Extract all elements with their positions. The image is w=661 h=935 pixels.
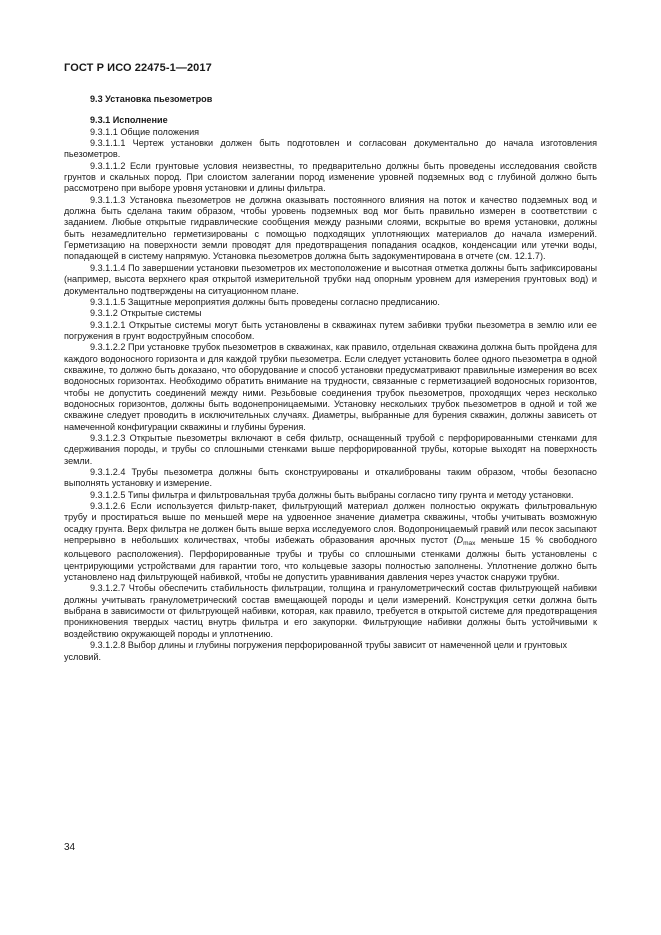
- formula-subscript: max: [463, 540, 476, 548]
- paragraph-9-3-1-2-6-start: 9.3.1.2.6 Если используется фильтр-пакет, фильтрующий материал должен полностью окружать фильтровальную трубу и простираться выше по меньшей мере на удвоенное значение диаметра скважины, чтобы учитывать возможную осадку грунта. Верх фильтра не должен быть выше верха исследуемого слоя. Водопроницаемый гравий или песок засыпают непрерывно в небольших количествах, чтобы избежать образования арочных пустот (: [64, 501, 597, 546]
- paragraph-9-3-1-2-8: 9.3.1.2.8 Выбор длины и глубины погружения перфорированной трубы зависит от намеченной цели и грунтовых условий.: [64, 640, 568, 662]
- paragraph-9-3-1-2-5: 9.3.1.2.5 Типы фильтра и фильтровальная труба должны быть выбраны согласно типу грунта и методу установки.: [90, 489, 574, 500]
- paragraph-9-3-1-1-2: 9.3.1.1.2 Если грунтовые условия неизвестны, то предварительно должны быть проведены исследования свойств грунтов и скальных пород. При слоистом залегании пород изменение уровней подземных вод с глубиной должно быть рассмотрено при выборе уровня установки и длины фильтра.: [64, 160, 597, 194]
- section-title: 9.3 Установка пьезометров: [90, 94, 213, 104]
- document-header: ГОСТ Р ИСО 22475-1—2017: [64, 62, 212, 74]
- paragraph-9-3-1-2: 9.3.1.2 Открытые системы: [90, 308, 202, 319]
- paragraph-9-3-1-2-6-end: меньше 15 % свободного кольцевого расположения). Перфорированные трубы и трубы со сплошными стенками должны быть установлены с центрирующими устройствами для гарантии того, что кольцевые зазоры полностью заполнены. Уплотнение должно быть установлено над фильтрующей набивкой, чтобы не допустить уравнивания давления через участок снаружи трубки.: [64, 535, 597, 583]
- paragraph-9-3-1-1-1: 9.3.1.1.1 Чертеж установки должен быть подготовлен и согласован документально до начала изготовления пьезометров.: [64, 138, 597, 160]
- paragraph-9-3-1-2-3: 9.3.1.2.3 Открытые пьезометры включают в себя фильтр, оснащенный трубой с перфорированными стенками для сдерживания породы, и трубы со сплошными стенками выше перфорированной трубы, которые выходят на поверхность земли.: [64, 432, 597, 466]
- paragraph-9-3-1-1-5: 9.3.1.1.5 Защитные мероприятия должны быть проведены согласно предписанию.: [90, 296, 440, 307]
- document-body: [64, 94, 597, 663]
- subsection-title: 9.3.1 Исполнение: [90, 115, 168, 126]
- paragraph-9-3-1-1: 9.3.1.1 Общие положения: [90, 126, 200, 137]
- paragraph-9-3-1-1-4: 9.3.1.1.4 По завершении установки пьезометров их местоположение и высотная отметка должны быть зафиксированы (например, высота верхнего края открытой измерительной трубки над опорным уровнем для измерения грунтовых вод) и документально подтверждены на ситуационном плане.: [64, 262, 597, 296]
- paragraph-9-3-1-2-6: [64, 501, 597, 583]
- paragraph-9-3-1-2-7: 9.3.1.2.7 Чтобы обеспечить стабильность фильтрации, толщина и гранулометрический состав фильтрующей набивки должны учитывать гранулометрический состав вмещающей породы и цели измерений. Конструкция сетки должна быть выбрана в зависимости от фильтрующей набивки, которая, как правило, требуется в открытой системе для предотвращения проникновения твердых частиц внутрь фильтра и его закупорки. Фильтрующие набивки должны быть устойчивыми к воздействию окружающей породы и уплотнению.: [64, 583, 597, 639]
- page-number: 34: [64, 842, 76, 853]
- paragraph-9-3-1-2-2: 9.3.1.2.2 При установке трубок пьезометров в скважинах, как правило, отдельная скважина должна быть пройдена для каждого водоносного горизонта и для каждой трубки пьезометра. Если следует установить более одного пьезометра в одной скважине, то должно быть доказано, что оборудование и способ установки предусматривают правильные измерения во всех водоносных горизонтах. Необходимо обратить внимание на трудности, связанные с герметизацией водоносных горизонтов, чтобы не допустить соединений между ними. Резьбовые соединения трубок пьезометров, проходящих через несколько водоносных горизонтов, должны быть водонепроницаемыми. Установку нескольких трубок пьезометров в одной и той же скважине следует проводить в исключительных случаях. Диаметры, выбранные для бурения скважин, должны зависеть от намеченной конфигурации скважины и глубины бурения.: [64, 342, 597, 432]
- paragraph-9-3-1-2-1: 9.3.1.2.1 Открытые системы могут быть установлены в скважинах путем забивки трубки пьезометра в землю или ее погружения в грунт водоструйным способом.: [64, 319, 597, 341]
- paragraph-9-3-1-2-4: 9.3.1.2.4 Трубы пьезометра должны быть сконструированы и откалиброваны таким образом, чтобы безопасно выполнять установку и измерение.: [64, 467, 597, 489]
- paragraph-9-3-1-1-3: 9.3.1.1.3 Установка пьезометров не должна оказывать постоянного влияния на поток и качество подземных вод и должна быть сделана таким образом, чтобы уровень подземных вод мог быть правильно измерен в соответствии с заданием. Любые открытые гидравлические сообщения между разными слоями, вскрытые во время установки, должны быть незамедлительно герметизированы с помощью подходящих уплотняющих материалов до начала измерений. Герметизацию на поверхности земли проводят для предотвращения попадания осадков, конденсации или утечки воды, попадающей в систему напрямую. Установка пьезометров должна быть задокументирована в отчете (см. 12.1.7).: [64, 194, 597, 262]
- formula-symbol: D: [456, 535, 464, 546]
